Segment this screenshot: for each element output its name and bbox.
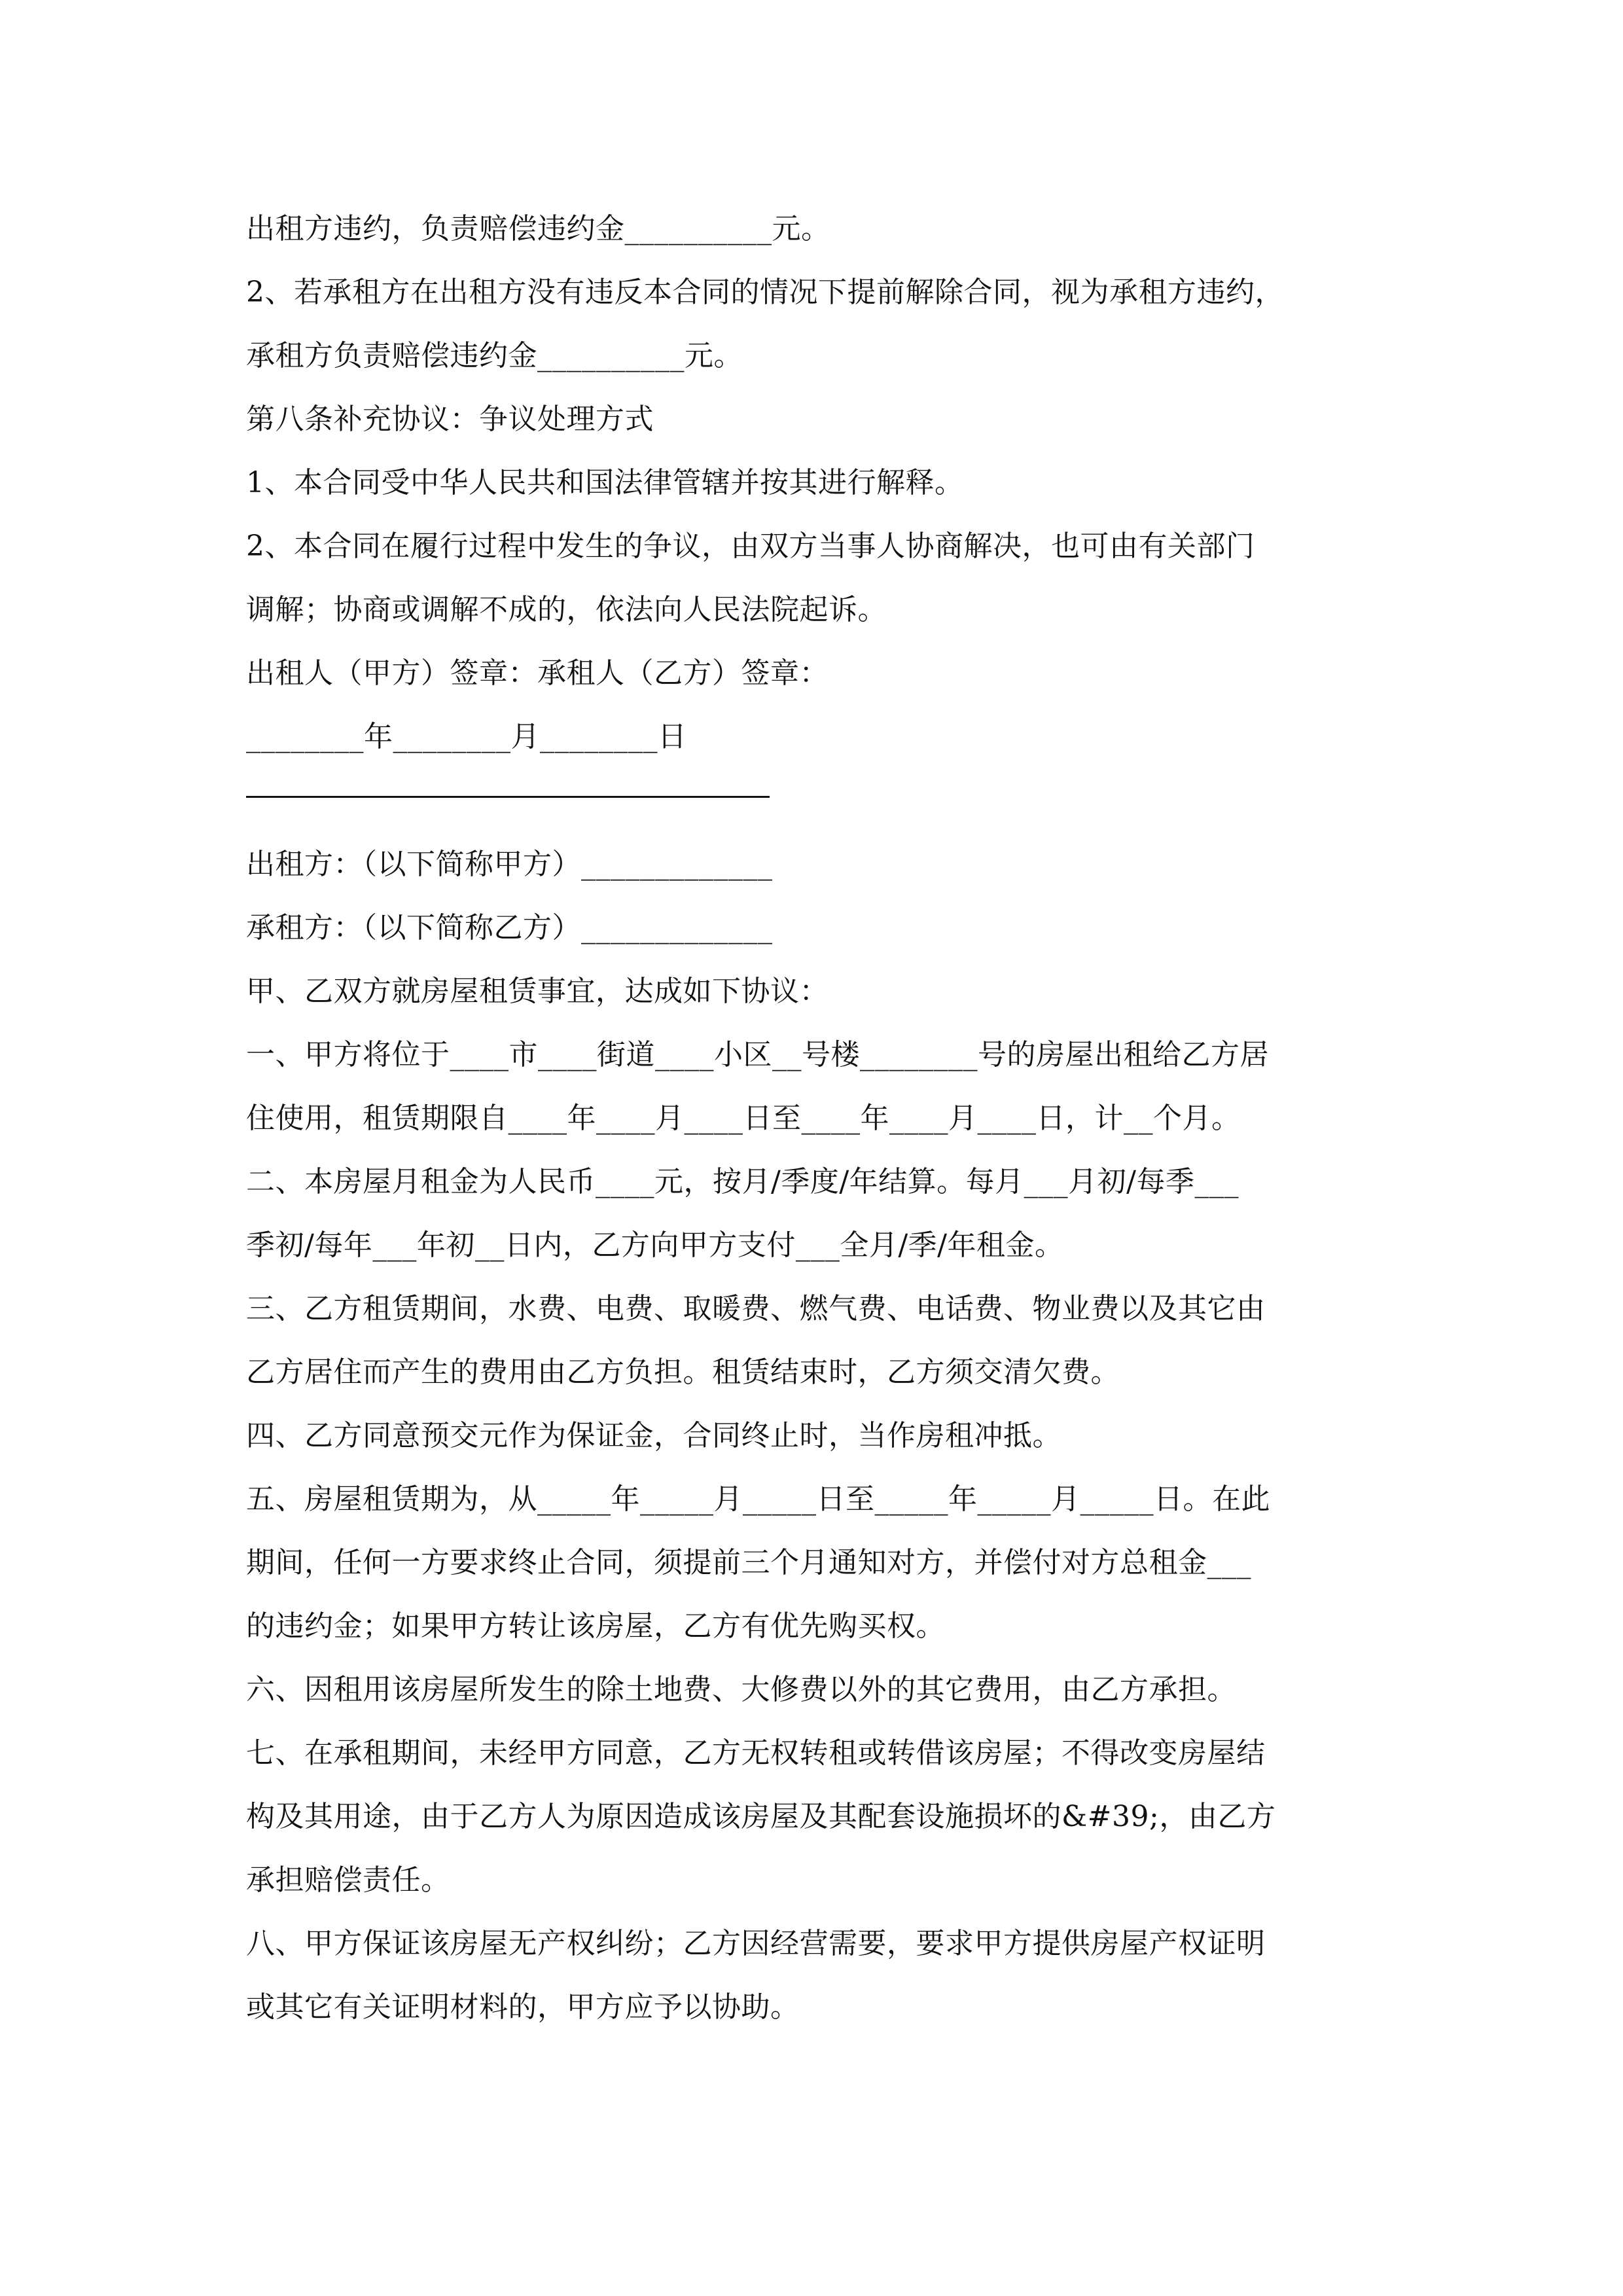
text-line: 1、本合同受中华人民共和国法律管辖并按其进行解释。 xyxy=(246,466,964,499)
text-line: 2、若承租方在出租方没有违反本合同的情况下提前解除合同，视为承租方违约， xyxy=(246,276,1284,309)
divider xyxy=(246,796,770,798)
text-line: 期间，任何一方要求终止合同，须提前三个月通知对方，并偿付对方总租金___ xyxy=(246,1546,1251,1579)
lessee-line: 承租方：（以下简称乙方）_____________ xyxy=(246,911,773,944)
text-line: 住使用，租赁期限自____年____月____日至____年____月____日，计__个月。 xyxy=(246,1102,1241,1135)
text-line: 乙方居住而产生的费用由乙方负担。租赁结束时，乙方须交清欠费。 xyxy=(246,1355,1120,1389)
text-line: 承租方负责赔偿违约金__________元。 xyxy=(246,339,743,372)
text-line: 一、甲方将位于____市____街道____小区__号楼________号的房屋出租给乙方居 xyxy=(246,1038,1269,1071)
text-line: 调解；协商或调解不成的，依法向人民法院起诉。 xyxy=(246,593,887,626)
text-line: 出租方违约，负责赔偿违约金__________元。 xyxy=(246,212,830,245)
text-line: 七、在承租期间，未经甲方同意，乙方无权转租或转借该房屋；不得改变房屋结 xyxy=(246,1736,1266,1770)
text-line: 六、因租用该房屋所发生的除土地费、大修费以外的其它费用，由乙方承担。 xyxy=(246,1673,1236,1706)
signature-line: 出租人（甲方）签章：承租人（乙方）签章： xyxy=(246,656,829,690)
text-line: 的违约金；如果甲方转让该房屋，乙方有优先购买权。 xyxy=(246,1609,945,1643)
text-line: 或其它有关证明材料的，甲方应予以协助。 xyxy=(246,1990,800,2024)
text-line: 2、本合同在履行过程中发生的争议，由双方当事人协商解决，也可由有关部门 xyxy=(246,529,1255,563)
lessor-line: 出租方：（以下简称甲方）_____________ xyxy=(246,848,773,881)
text-line: 承担赔偿责任。 xyxy=(246,1863,450,1897)
text-line: 三、乙方租赁期间，水费、电费、取暖费、燃气费、电话费、物业费以及其它由 xyxy=(246,1292,1266,1325)
text-line: 构及其用途，由于乙方人为原因造成该房屋及其配套设施损坏的&#39;，由乙方 xyxy=(246,1800,1276,1833)
text-line: 八、甲方保证该房屋无产权纠纷；乙方因经营需要，要求甲方提供房屋产权证明 xyxy=(246,1927,1266,1960)
text-line: 季初/每年___年初__日内，乙方向甲方支付___全月/季/年租金。 xyxy=(246,1229,1064,1262)
date-line: ________年________月________日 xyxy=(246,720,687,753)
section-heading: 第八条补充协议：争议处理方式 xyxy=(246,403,654,436)
text-line: 五、房屋租赁期为，从_____年_____月_____日至_____年_____月_____日。在此 xyxy=(246,1482,1270,1516)
text-line: 四、乙方同意预交元作为保证金，合同终止时，当作房租冲抵。 xyxy=(246,1419,1061,1452)
text-line: 甲、乙双方就房屋租赁事宜，达成如下协议： xyxy=(246,975,829,1008)
text-line: 二、本房屋月租金为人民币____元，按月/季度/年结算。每月___月初/每季___ xyxy=(246,1165,1239,1198)
